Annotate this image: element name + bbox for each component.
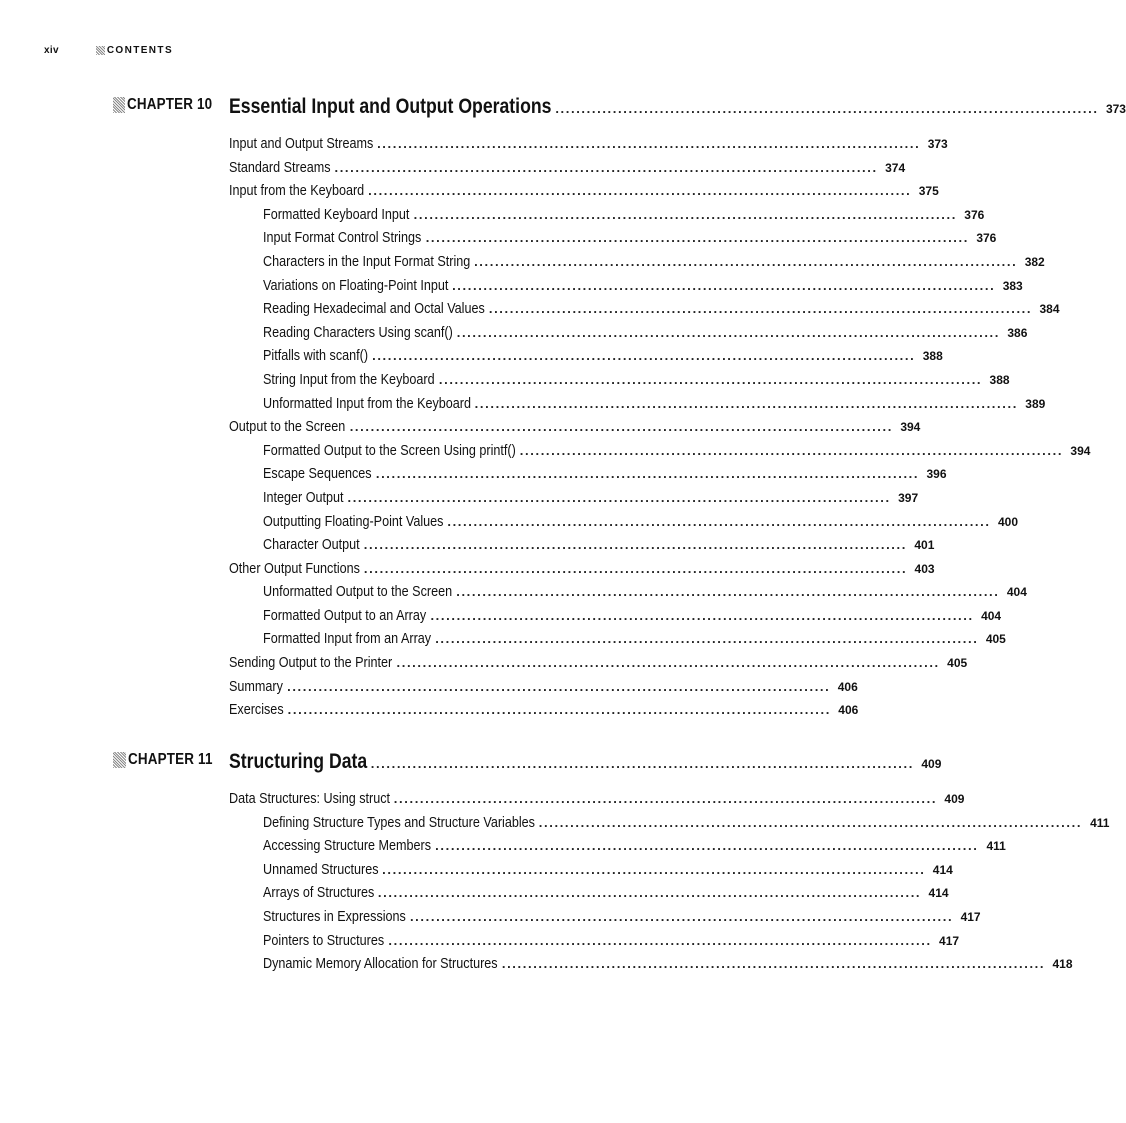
- toc-entry-list: [229, 790, 1110, 979]
- entry-title: Formatted Output to an Array: [263, 606, 427, 624]
- toc-subsection-entry[interactable]: [229, 884, 949, 908]
- entry-title: Pointers to Structures: [263, 931, 385, 949]
- chapter-number: CHAPTER 11: [128, 751, 213, 768]
- toc-section-entry[interactable]: [229, 182, 939, 206]
- entry-page-number: 405: [947, 656, 968, 671]
- dot-leader: [350, 419, 891, 434]
- toc-subsection-entry[interactable]: [229, 347, 943, 371]
- entry-page-number: 375: [918, 184, 939, 199]
- hatch-marker-icon: [113, 97, 125, 113]
- chapter-heading[interactable]: [113, 750, 942, 778]
- entry-page-number: 403: [914, 561, 935, 576]
- page-number: xiv: [44, 44, 59, 56]
- entry-title: Accessing Structure Members: [263, 837, 432, 855]
- dot-leader: [555, 101, 1096, 116]
- dot-leader: [539, 815, 1080, 830]
- entry-page-number: 376: [964, 207, 985, 222]
- entry-title: Character Output: [263, 536, 360, 554]
- toc-subsection-entry[interactable]: [229, 370, 1010, 395]
- toc-subsection-entry[interactable]: [229, 813, 1110, 838]
- dot-leader: [435, 631, 976, 646]
- chapter-11-section: [113, 750, 1110, 979]
- dot-leader: [439, 372, 980, 387]
- dot-leader: [502, 956, 1043, 971]
- entry-page-number: 414: [928, 886, 949, 901]
- entry-page-number: 411: [986, 839, 1006, 854]
- dot-leader: [452, 278, 993, 293]
- toc-entry-list: [229, 135, 1091, 725]
- entry-page-number: 406: [838, 703, 859, 718]
- toc-section-entry[interactable]: [229, 158, 906, 183]
- entry-title: Formatted Keyboard Input: [263, 205, 410, 223]
- chapter-heading[interactable]: [113, 95, 1126, 123]
- entry-title: Defining Structure Types and Structure Variables: [263, 813, 535, 831]
- entry-title: Integer Output: [263, 488, 344, 506]
- entry-title: Characters in the Input Format String: [263, 252, 471, 270]
- chapter-10-section: [113, 95, 1126, 725]
- toc-subsection-entry[interactable]: [229, 955, 1073, 979]
- entry-title: Data Structures: Using struct: [229, 790, 391, 807]
- entry-title: Sending Output to the Printer: [229, 654, 393, 672]
- toc-subsection-entry[interactable]: [229, 488, 919, 513]
- entry-page-number: 406: [837, 679, 858, 694]
- dot-leader: [520, 443, 1061, 458]
- chapter-title: Essential Input and Output Operations: [229, 95, 552, 118]
- toc-subsection-entry[interactable]: [229, 229, 997, 253]
- entry-page-number: 396: [926, 467, 947, 482]
- toc-subsection-entry[interactable]: [229, 394, 1046, 419]
- dot-leader: [426, 230, 967, 245]
- entry-page-number: 386: [1007, 325, 1028, 340]
- dot-leader: [414, 207, 955, 222]
- entry-title: Arrays of Structures: [263, 884, 375, 902]
- entry-title: Dynamic Memory Allocation for Structures: [263, 955, 498, 973]
- entry-page-number: 418: [1052, 957, 1073, 972]
- dot-leader: [368, 183, 909, 198]
- entry-title: Unformatted Input from the Keyboard: [263, 394, 472, 412]
- entry-title: Pitfalls with scanf(): [263, 347, 369, 365]
- entry-title: Exercises: [229, 701, 284, 719]
- dot-leader: [397, 655, 938, 670]
- entry-title: Variations on Floating-Point Input: [263, 276, 449, 294]
- entry-page-number: 401: [914, 538, 935, 553]
- entry-title: Summary: [229, 677, 283, 695]
- dot-leader: [378, 885, 919, 900]
- running-title: CONTENTS: [106, 44, 174, 56]
- entry-title: Formatted Output to the Screen Using printf(): [263, 441, 516, 459]
- toc-subsection-entry[interactable]: [229, 630, 1006, 654]
- toc-subsection-entry[interactable]: [229, 931, 960, 956]
- entry-title: Escape Sequences: [263, 465, 372, 483]
- dot-leader: [334, 160, 875, 175]
- entry-page-number: 382: [1024, 254, 1045, 269]
- entry-page-number: 394: [900, 420, 921, 435]
- toc-subsection-entry[interactable]: [229, 252, 1045, 277]
- dot-leader: [377, 136, 918, 151]
- toc-section-entry[interactable]: [229, 790, 965, 814]
- entry-title: Unnamed Structures: [263, 860, 379, 878]
- entry-title: Structures in Expressions: [263, 907, 406, 925]
- toc-subsection-entry[interactable]: [229, 583, 1027, 607]
- toc-section-entry[interactable]: [229, 701, 859, 725]
- entry-page-number: 383: [1002, 278, 1023, 293]
- toc-section-entry[interactable]: [229, 418, 921, 442]
- dot-leader: [475, 396, 1016, 411]
- toc-subsection-entry[interactable]: [229, 536, 935, 560]
- entry-page-number: 394: [1070, 443, 1091, 458]
- entry-title: Unformatted Output to the Screen: [263, 583, 453, 601]
- entry-title: Output to the Screen: [229, 418, 346, 436]
- entry-page-number: 411: [1090, 815, 1110, 830]
- toc-subsection-entry[interactable]: [229, 907, 981, 932]
- chapter-label: [113, 96, 229, 114]
- entry-title: Formatted Input from an Array: [263, 630, 432, 648]
- entry-page-number: 374: [885, 160, 906, 175]
- dot-leader: [474, 254, 1015, 269]
- chapter-page-number: 373: [1105, 102, 1126, 116]
- entry-title: Reading Hexadecimal and Octal Values: [263, 300, 485, 318]
- entry-title: Standard Streams: [229, 158, 331, 176]
- dot-leader: [489, 301, 1030, 316]
- entry-page-number: 373: [927, 137, 948, 151]
- entry-page-number: 409: [944, 792, 965, 806]
- entry-title: String Input from the Keyboard: [263, 370, 435, 388]
- entry-page-number: 376: [976, 231, 997, 246]
- toc-section-entry[interactable]: [229, 654, 968, 678]
- toc-subsection-entry[interactable]: [229, 465, 947, 489]
- toc-section-entry[interactable]: [229, 559, 935, 584]
- toc-subsection-entry[interactable]: [229, 606, 1002, 631]
- chapter-page-number: 409: [921, 757, 942, 771]
- entry-page-number: 404: [1006, 585, 1027, 600]
- toc-section-entry[interactable]: [229, 135, 948, 159]
- toc-section-entry[interactable]: [229, 677, 858, 702]
- entry-title: Outputting Floating-Point Values: [263, 512, 444, 530]
- entry-title: Input Format Control Strings: [263, 229, 422, 247]
- chapter-label: [113, 751, 229, 769]
- entry-page-number: 404: [981, 608, 1002, 623]
- dot-leader: [410, 909, 951, 924]
- toc-subsection-entry[interactable]: [229, 512, 1018, 537]
- entry-page-number: 405: [985, 632, 1006, 647]
- dot-leader: [287, 679, 828, 694]
- entry-page-number: 400: [997, 514, 1018, 529]
- entry-title: Input from the Keyboard: [229, 182, 365, 200]
- dot-leader: [371, 756, 912, 771]
- dot-leader: [372, 348, 913, 363]
- entry-page-number: 417: [939, 933, 960, 948]
- entry-page-number: 388: [922, 349, 943, 364]
- entry-page-number: 414: [932, 862, 953, 877]
- toc-subsection-entry[interactable]: [229, 837, 1006, 861]
- entry-page-number: 389: [1025, 396, 1046, 411]
- dot-leader: [435, 838, 976, 853]
- toc-subsection-entry[interactable]: [229, 205, 985, 230]
- entry-page-number: 417: [960, 909, 981, 924]
- entry-title: Input and Output Streams: [229, 135, 374, 152]
- dot-leader: [288, 702, 829, 717]
- running-header: [44, 43, 173, 57]
- dot-leader: [347, 490, 888, 505]
- dot-leader: [382, 862, 923, 877]
- toc-subsection-entry[interactable]: [229, 300, 1060, 324]
- entry-title: Other Output Functions: [229, 559, 360, 577]
- dot-leader: [456, 584, 997, 599]
- hatch-marker-icon: [96, 46, 105, 55]
- toc-subsection-entry[interactable]: [229, 860, 953, 885]
- entry-page-number: 388: [989, 372, 1010, 387]
- dot-leader: [388, 933, 929, 948]
- toc-subsection-entry[interactable]: [229, 276, 1023, 301]
- dot-leader: [394, 791, 935, 806]
- dot-leader: [430, 608, 971, 623]
- entry-title: Reading Characters Using scanf(): [263, 323, 453, 341]
- chapter-number: CHAPTER 10: [127, 96, 213, 113]
- toc-subsection-entry[interactable]: [229, 323, 1028, 348]
- dot-leader: [376, 466, 917, 481]
- hatch-marker-icon: [113, 752, 126, 768]
- dot-leader: [364, 561, 905, 576]
- dot-leader: [447, 514, 988, 529]
- entry-page-number: 397: [898, 490, 919, 505]
- entry-page-number: 384: [1039, 302, 1060, 317]
- chapter-title: Structuring Data: [229, 750, 368, 773]
- toc-subsection-entry[interactable]: [229, 441, 1091, 466]
- dot-leader: [364, 537, 905, 552]
- dot-leader: [457, 325, 998, 340]
